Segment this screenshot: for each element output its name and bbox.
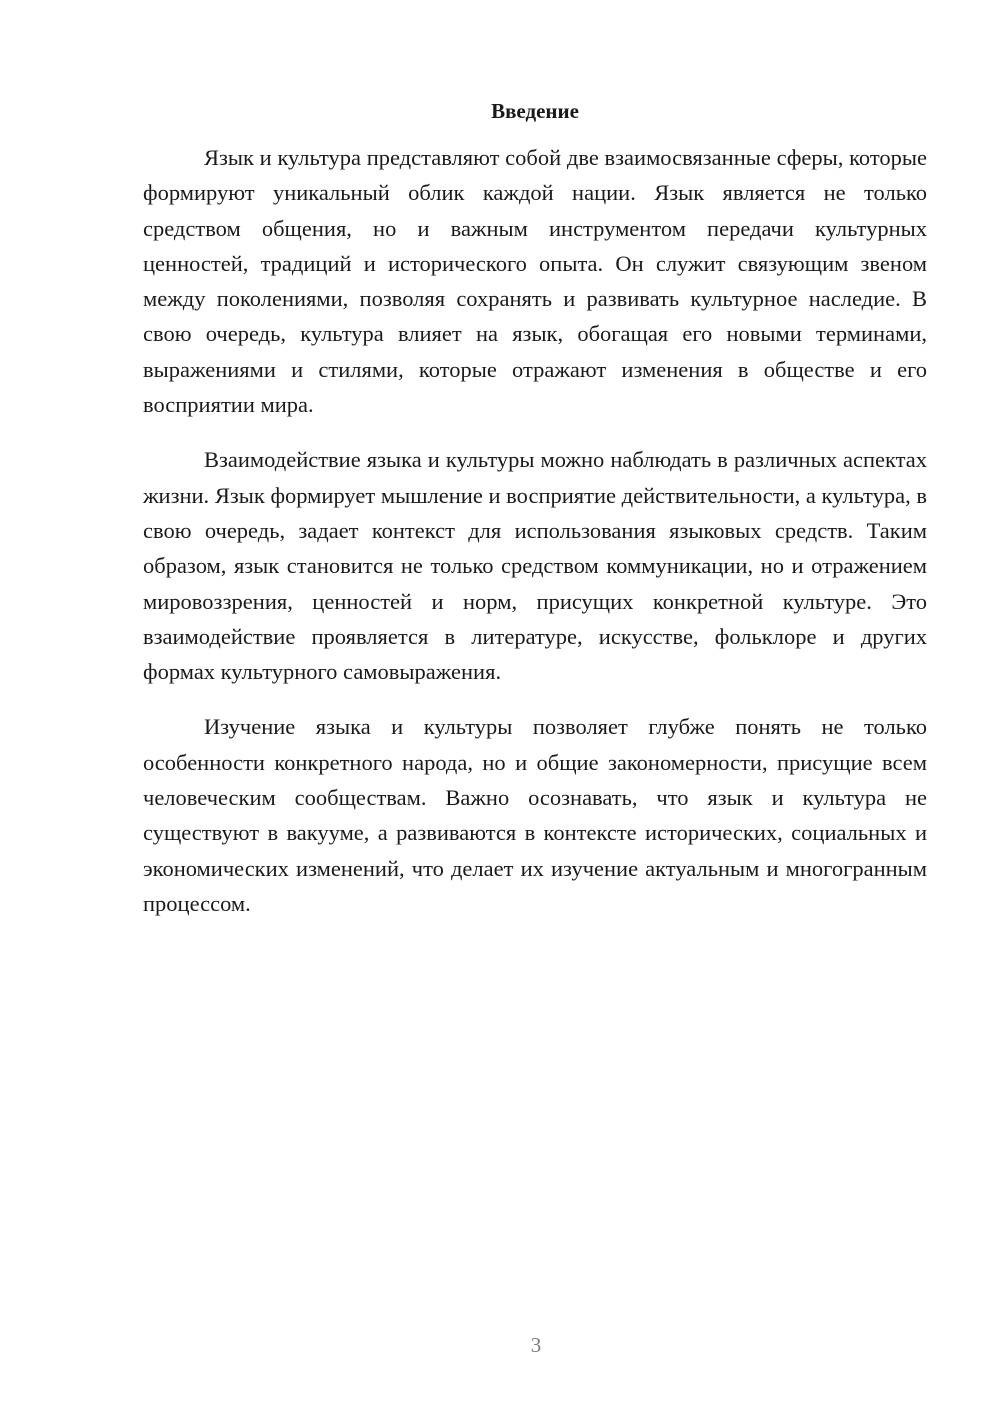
- section-title: Введение: [491, 99, 579, 123]
- paragraph-1: Язык и культура представляют собой две взаимосвязанные сферы, которые формируют уникальный облик каждой нации. Язык является не только средством общения, но и важным инструментом передачи культурных ценностей, традиций и исторического опыта. Он служит связующим звеном между поколениями, позволяя сохранять и развивать культурное наследие. В свою очередь, культура влияет на язык, обогащая его новыми терминами, выражениями и стилями, которые отражают изменения в обществе и его восприятии мира.: [143, 145, 927, 418]
- document-body: [143, 96, 927, 941]
- paragraph-2: Взаимодействие языка и культуры можно наблюдать в различных аспектах жизни. Язык формирует мышление и восприятие действительности, а культура, в свою очередь, задает контекст для использования языковых средств. Таким образом, язык становится не только средством коммуникации, но и отражением мировоззрения, ценностей и норм, присущих конкретной культуре. Это взаимодействие проявляется в литературе, искусстве, фольклоре и других формах культурного самовыражения.: [143, 447, 927, 685]
- paragraph-3: Изучение языка и культуры позволяет глубже понять не только особенности конкретного народа, но и общие закономерности, присущие всем человеческим сообществам. Важно осознавать, что язык и культура не существуют в вакууме, а развиваются в контексте исторических, социальных и экономических изменений, что делает их изучение актуальным и многогранным процессом.: [143, 714, 927, 916]
- page-number: 3: [530, 1333, 542, 1357]
